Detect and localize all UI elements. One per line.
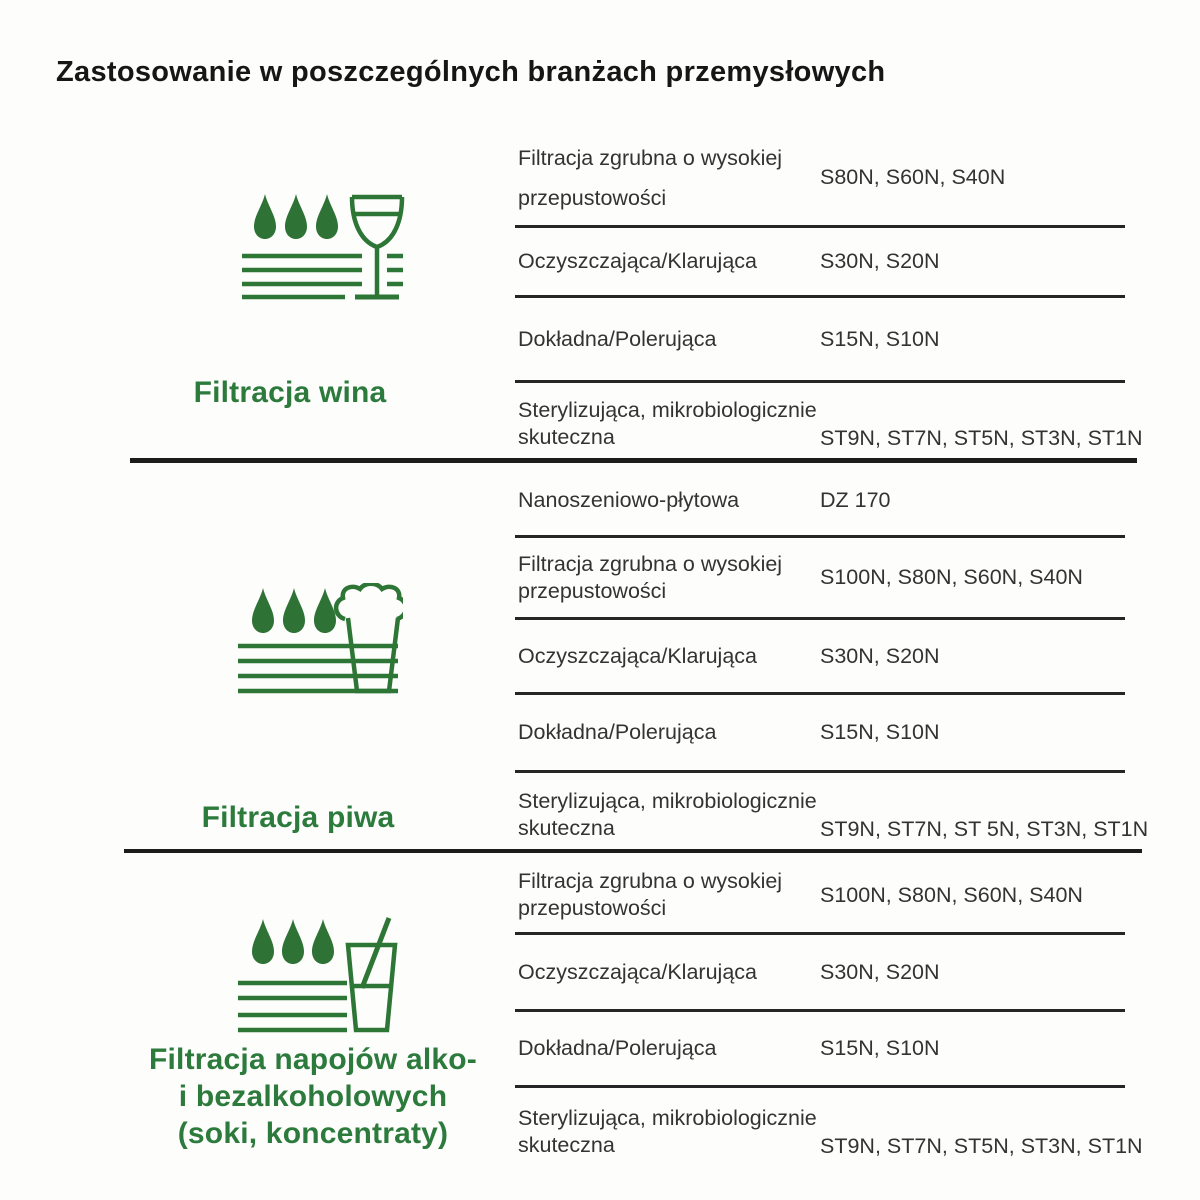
product-codes: ST9N, ST7N, ST5N, ST3N, ST1N <box>820 426 1143 450</box>
table-row <box>515 620 1125 695</box>
product-codes: S15N, S10N <box>820 1036 940 1060</box>
filtration-type: Filtracja zgrubna o wysokiej przepustowości <box>518 145 783 210</box>
filtration-type: Filtracja zgrubna o wysokiej przepustowości <box>518 551 783 603</box>
product-codes: ST9N, ST7N, ST5N, ST3N, ST1N <box>820 1134 1143 1158</box>
product-codes: ST9N, ST7N, ST 5N, ST3N, ST1N <box>820 817 1149 841</box>
caption-line: (soki, koncentraty) <box>177 1117 449 1150</box>
table-row <box>515 466 1125 538</box>
beer-applications-table <box>515 466 1149 849</box>
product-codes: S100N, S80N, S60N, S40N <box>820 882 1083 907</box>
table-row <box>515 1012 1125 1088</box>
table-row <box>515 695 1125 773</box>
page-title: Zastosowanie w poszczególnych branżach przemysłowych <box>56 56 886 88</box>
product-codes: S100N, S80N, S60N, S40N <box>820 565 1083 589</box>
filtration-type: Nanoszeniowo-płytowa <box>518 488 740 512</box>
product-codes: S30N, S20N <box>820 643 940 668</box>
wine-applications-table <box>515 130 1143 458</box>
product-codes: S15N, S10N <box>820 720 940 744</box>
table-row <box>515 1088 1143 1166</box>
table-row <box>515 935 1125 1012</box>
table-row <box>515 383 1143 458</box>
table-row <box>515 228 1125 298</box>
section-label-beverages <box>108 1041 518 1152</box>
section-label-wine: Filtracja wina <box>193 376 387 409</box>
caption-line: i bezalkoholowych <box>178 1080 448 1113</box>
filtration-type: Oczyszczająca/Klarująca <box>518 643 757 668</box>
product-codes: S30N, S20N <box>820 959 940 984</box>
table-row <box>515 773 1149 849</box>
filtration-type: Oczyszczająca/Klarująca <box>518 959 757 984</box>
filtration-type: Dokładna/Polerująca <box>518 1036 717 1060</box>
filtration-type: Dokładna/Polerująca <box>518 720 717 744</box>
table-row <box>515 858 1125 935</box>
product-codes: DZ 170 <box>820 488 891 512</box>
table-row <box>515 298 1125 383</box>
filtration-type: Dokładna/Polerująca <box>518 326 717 351</box>
juice-glass-drops-icon <box>238 916 398 1034</box>
filtration-type: Sterylizująca, mikrobiologicznie skuteczna <box>518 789 817 840</box>
wine-glass-drops-icon <box>240 193 405 303</box>
filtration-type: Sterylizująca, mikrobiologicznie skuteczna <box>518 1106 817 1157</box>
product-codes: S15N, S10N <box>820 326 940 351</box>
section-divider <box>124 849 1142 853</box>
product-codes: S80N, S60N, S40N <box>820 165 1006 189</box>
table-row <box>515 538 1125 620</box>
table-row <box>515 130 1125 228</box>
filtration-type: Sterylizująca, mikrobiologicznie skuteczna <box>518 398 817 449</box>
beverages-applications-table <box>515 858 1143 1166</box>
filtration-type: Oczyszczająca/Klarująca <box>518 249 757 273</box>
section-divider <box>130 458 1137 463</box>
section-label-beer: Filtracja piwa <box>201 801 395 834</box>
beer-glass-drops-icon <box>238 583 403 695</box>
caption-line: Filtracja napojów alko- <box>149 1043 477 1076</box>
product-codes: S30N, S20N <box>820 249 940 273</box>
filtration-type: Filtracja zgrubna o wysokiej przepustowości <box>518 869 783 920</box>
